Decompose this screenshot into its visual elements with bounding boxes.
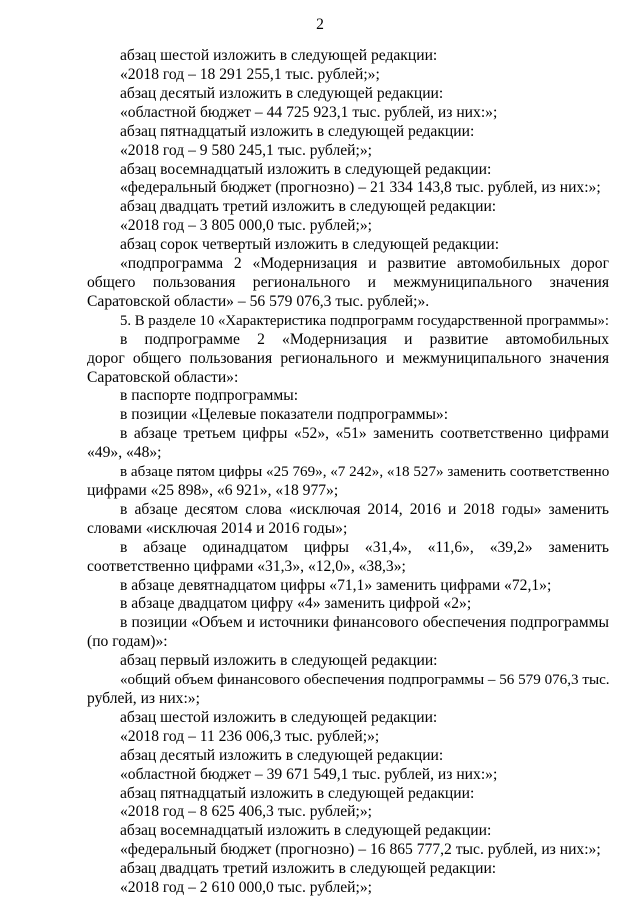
text-line: абзац восемнадцатый изложить в следующей редакции:	[120, 822, 492, 840]
text-line: абзац пятнадцатый изложить в следующей редакции:	[120, 122, 475, 140]
text-line: абзац двадцать третий изложить в следующей редакции:	[120, 860, 497, 878]
text-line: общего пользования регионального и межмуниципального значения	[87, 273, 609, 291]
page-number: 2	[316, 16, 324, 33]
text-line: абзац десятый изложить в следующей редакции:	[120, 746, 444, 764]
text-line: «2018 год – 18 291 255,1 тыс. рублей;»;	[120, 65, 380, 83]
text-line: (по годам)»:	[87, 633, 168, 651]
text-line: в абзаце двадцатом цифру «4» заменить цифрой «2»;	[120, 595, 472, 613]
text-line: соответственно цифрами «31,3», «12,0», «38,3»;	[87, 557, 406, 575]
text-line: «общий объем финансового обеспечения подпрограммы – 56 579 076,3 тыс.	[120, 672, 610, 688]
text-line: в абзаце десятом слова «исключая 2014, 2016 и 2018 годы» заменить	[120, 500, 609, 518]
text-line: «2018 год – 11 236 006,3 тыс. рублей;»;	[120, 727, 380, 745]
text-line: «2018 год – 8 625 406,3 тыс. рублей;»;	[120, 803, 372, 821]
text-line: 5. В разделе 10 «Характеристика подпрограмм государственной программы»:	[120, 312, 609, 329]
text-line: цифрами «25 898», «6 921», «18 977»;	[87, 481, 339, 499]
text-line: абзац шестой изложить в следующей редакции:	[120, 47, 438, 64]
text-line: Саратовской области» – 56 579 076,3 тыс. рублей;».	[87, 292, 430, 310]
text-line: в абзаце пятом цифры «25 769», «7 242», «18 527» заменить соответственно	[120, 464, 610, 480]
text-line: абзац восемнадцатый изложить в следующей редакции:	[120, 160, 492, 178]
text-line: «федеральный бюджет (прогнозно) – 16 865 777,2 тыс. рублей, из них:»;	[120, 841, 601, 859]
text-line: «2018 год – 2 610 000,0 тыс. рублей;»;	[120, 879, 372, 896]
text-line: дорог общего пользования регионального и межмуниципального значения	[87, 349, 609, 367]
text-line: «2018 год – 3 805 000,0 тыс. рублей;»;	[120, 217, 372, 235]
text-line: «подпрограмма 2 «Модернизация и развитие автомобильных дорог	[120, 255, 609, 272]
text-line: в абзаце одинадцатом цифры «31,4», «11,6», «39,2» заменить	[120, 538, 609, 556]
text-line: абзац пятнадцатый изложить в следующей редакции:	[120, 784, 475, 802]
text-line: абзац шестой изложить в следующей редакции:	[120, 708, 438, 726]
text-line: «2018 год – 9 580 245,1 тыс. рублей;»;	[120, 141, 372, 159]
text-line: в абзаце третьем цифры «52», «51» заменить соответственно цифрами	[120, 425, 609, 443]
text-line: «49», «48»;	[87, 444, 162, 462]
text-line: в позиции «Целевые показатели подпрограммы»:	[120, 406, 449, 424]
text-line: «федеральный бюджет (прогнозно) – 21 334 143,8 тыс. рублей, из них:»;	[120, 179, 601, 197]
text-line: в паспорте подпрограммы:	[120, 387, 299, 405]
text-line: абзац десятый изложить в следующей редакции:	[120, 84, 444, 102]
text-line: в абзаце девятнадцатом цифры «71,1» заменить цифрами «72,1»;	[120, 576, 552, 594]
text-line: «областной бюджет – 39 671 549,1 тыс. рублей, из них:»;	[120, 765, 498, 783]
text-line: абзац первый изложить в следующей редакции:	[120, 652, 438, 670]
text-line: абзац двадцать третий изложить в следующей редакции:	[120, 198, 497, 216]
text-line: в подпрограмме 2 «Модернизация и развитие автомобильных	[120, 330, 609, 348]
text-line: в позиции «Объем и источники финансового обеспечения подпрограммы	[120, 614, 609, 632]
text-line: абзац сорок четвертый изложить в следующей редакции:	[120, 236, 500, 254]
text-line: рублей, из них:»;	[87, 689, 200, 707]
text-line: «областной бюджет – 44 725 923,1 тыс. рублей, из них:»;	[120, 103, 498, 121]
text-line: Саратовской области»:	[87, 368, 239, 386]
text-line: словами «исключая 2014 и 2016 годы»;	[87, 519, 348, 537]
